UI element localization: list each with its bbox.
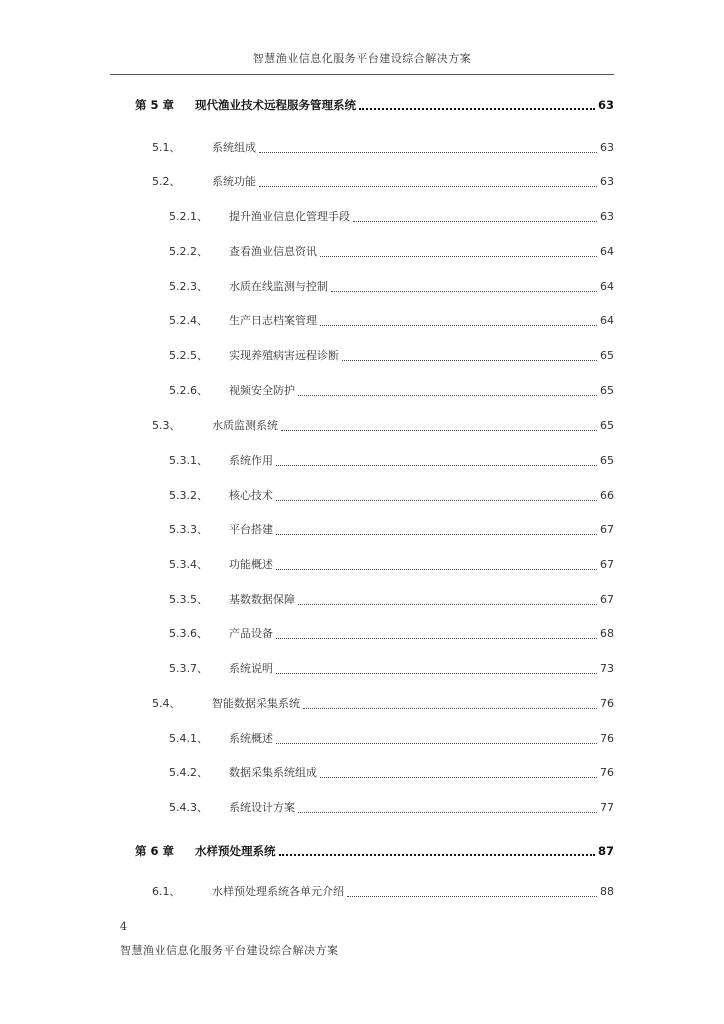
toc-entry-number: 5.4.2、 (169, 766, 208, 779)
toc-entry-title: 查看渔业信息资讯 (229, 245, 317, 258)
toc-entry[interactable] (169, 348, 614, 364)
toc-entry-title: 提升渔业信息化管理手段 (229, 210, 350, 223)
toc-entry-title: 系统概述 (229, 732, 273, 745)
toc-entry-page: 65 (600, 419, 614, 432)
toc-entry-page: 88 (600, 885, 614, 898)
toc-entry-title: 视频安全防护 (229, 384, 295, 397)
toc-entry-page: 77 (600, 801, 614, 814)
toc-entry-number: 5.2.2、 (169, 245, 208, 258)
toc-entry[interactable] (169, 453, 614, 469)
toc-entry-number: 5.2.1、 (169, 210, 208, 223)
toc-entry-number: 5.2.3、 (169, 280, 208, 293)
toc-entry[interactable] (152, 696, 614, 712)
toc-dot-leader (359, 107, 595, 110)
toc-entry[interactable] (169, 313, 614, 329)
toc-dot-leader (320, 324, 597, 326)
toc-entry-title: 水质在线监测与控制 (229, 280, 328, 293)
toc-entry[interactable] (169, 244, 614, 260)
toc-entry-title: 系统说明 (229, 662, 273, 675)
toc-entry-page: 64 (600, 314, 614, 327)
toc-entry-title: 实现养殖病害远程诊断 (229, 349, 339, 362)
toc-entry-number: 5.3、 (152, 419, 181, 432)
toc-entry-number: 5.3.1、 (169, 454, 208, 467)
toc-entry-page: 63 (600, 141, 614, 154)
toc-entry-number: 5.3.2、 (169, 489, 208, 502)
toc-entry[interactable] (169, 592, 614, 608)
toc-entry-number: 5.2.5、 (169, 349, 208, 362)
toc-dot-leader (276, 533, 597, 535)
toc-entry[interactable] (169, 488, 614, 504)
toc-dot-leader (259, 151, 597, 153)
toc-entry-page: 64 (600, 280, 614, 293)
toc-entry[interactable] (169, 626, 614, 642)
toc-entry[interactable] (169, 765, 614, 781)
toc-entry-page: 63 (600, 210, 614, 223)
toc-entry-title: 产品设备 (229, 627, 273, 640)
toc-entry-page: 76 (600, 766, 614, 779)
toc-dot-leader (276, 499, 597, 501)
toc-entry[interactable] (152, 418, 614, 434)
toc-entry-number: 5.2.4、 (169, 314, 208, 327)
toc-chapter-entry[interactable] (135, 97, 614, 113)
toc-entry-title: 智能数据采集系统 (212, 697, 300, 710)
toc-entry-title: 系统设计方案 (229, 801, 295, 814)
footer-title: 智慧渔业信息化服务平台建设综合解决方案 (120, 944, 339, 957)
toc-dot-leader (259, 185, 597, 187)
toc-entry[interactable] (169, 209, 614, 225)
toc-entry-page: 68 (600, 627, 614, 640)
toc-entry-page: 73 (600, 662, 614, 675)
toc-dot-leader (276, 464, 597, 466)
toc-dot-leader (276, 672, 597, 674)
toc-dot-leader (331, 290, 597, 292)
toc-dot-leader (276, 568, 597, 570)
toc-dot-leader (298, 603, 597, 605)
toc-dot-leader (298, 811, 597, 813)
toc-entry[interactable] (169, 800, 614, 816)
toc-entry[interactable] (169, 522, 614, 538)
toc-entry-title: 水样预处理系统 (195, 844, 276, 858)
toc-entry-title: 基数数据保障 (229, 593, 295, 606)
toc-entry-page: 67 (600, 523, 614, 536)
toc-entry-page: 63 (600, 175, 614, 188)
toc-dot-leader (279, 853, 595, 856)
toc-entry-number: 5.3.5、 (169, 593, 208, 606)
toc-entry-page: 66 (600, 489, 614, 502)
toc-entry-number: 5.1、 (152, 141, 181, 154)
toc-dot-leader (353, 220, 597, 222)
toc-entry-page: 76 (600, 697, 614, 710)
toc-entry[interactable] (169, 557, 614, 573)
toc-entry-number: 第 6 章 (135, 844, 175, 858)
toc-entry-number: 5.4、 (152, 697, 181, 710)
toc-entry-number: 6.1、 (152, 885, 181, 898)
toc-dot-leader (320, 776, 597, 778)
toc-entry-title: 生产日志档案管理 (229, 314, 317, 327)
toc-entry[interactable] (169, 661, 614, 677)
toc-dot-leader (320, 255, 597, 257)
toc-entry-title: 功能概述 (229, 558, 273, 571)
toc-chapter-entry[interactable] (135, 843, 614, 859)
toc-entry[interactable] (169, 731, 614, 747)
toc-dot-leader (303, 707, 597, 709)
toc-dot-leader (281, 429, 597, 431)
toc-entry-title: 水样预处理系统各单元介绍 (212, 885, 344, 898)
toc-entry-page: 76 (600, 732, 614, 745)
header-title: 智慧渔业信息化服务平台建设综合解决方案 (252, 52, 472, 65)
toc-entry-number: 5.3.4、 (169, 558, 208, 571)
toc-entry[interactable] (152, 140, 614, 156)
toc-entry-title: 系统功能 (212, 175, 256, 188)
toc-entry-page: 67 (600, 593, 614, 606)
toc-entry[interactable] (152, 174, 614, 190)
toc-entry-title: 数据采集系统组成 (229, 766, 317, 779)
toc-dot-leader (276, 742, 597, 744)
toc-entry[interactable] (169, 279, 614, 295)
toc-dot-leader (347, 895, 597, 897)
toc-entry-title: 平台搭建 (229, 523, 273, 536)
toc-entry-number: 5.2、 (152, 175, 181, 188)
toc-entry-number: 5.2.6、 (169, 384, 208, 397)
toc-dot-leader (276, 637, 597, 639)
toc-entry-number: 5.4.3、 (169, 801, 208, 814)
toc-entry-page: 65 (600, 454, 614, 467)
toc-entry-number: 5.3.7、 (169, 662, 208, 675)
toc-dot-leader (342, 359, 597, 361)
toc-entry-title: 现代渔业技术远程服务管理系统 (195, 98, 356, 112)
toc-dot-leader (298, 394, 597, 396)
toc-entry-title: 水质监测系统 (212, 419, 278, 432)
toc-entry-title: 核心技术 (229, 489, 273, 502)
toc-entry-title: 系统作用 (229, 454, 273, 467)
toc-entry[interactable] (169, 383, 614, 399)
toc-entry-page: 65 (600, 384, 614, 397)
toc-entry-number: 5.3.6、 (169, 627, 208, 640)
toc-entry-number: 5.3.3、 (169, 523, 208, 536)
toc-entry-page: 67 (600, 558, 614, 571)
toc-entry-page: 63 (597, 98, 614, 112)
toc-entry-page: 65 (600, 349, 614, 362)
toc-entry-number: 第 5 章 (135, 98, 175, 112)
toc-entry[interactable] (152, 884, 614, 900)
toc-entry-page: 87 (597, 844, 614, 858)
toc-entry-page: 64 (600, 245, 614, 258)
footer-page-number: 4 (120, 920, 127, 933)
toc-entry-title: 系统组成 (212, 141, 256, 154)
toc-entry-number: 5.4.1、 (169, 732, 208, 745)
